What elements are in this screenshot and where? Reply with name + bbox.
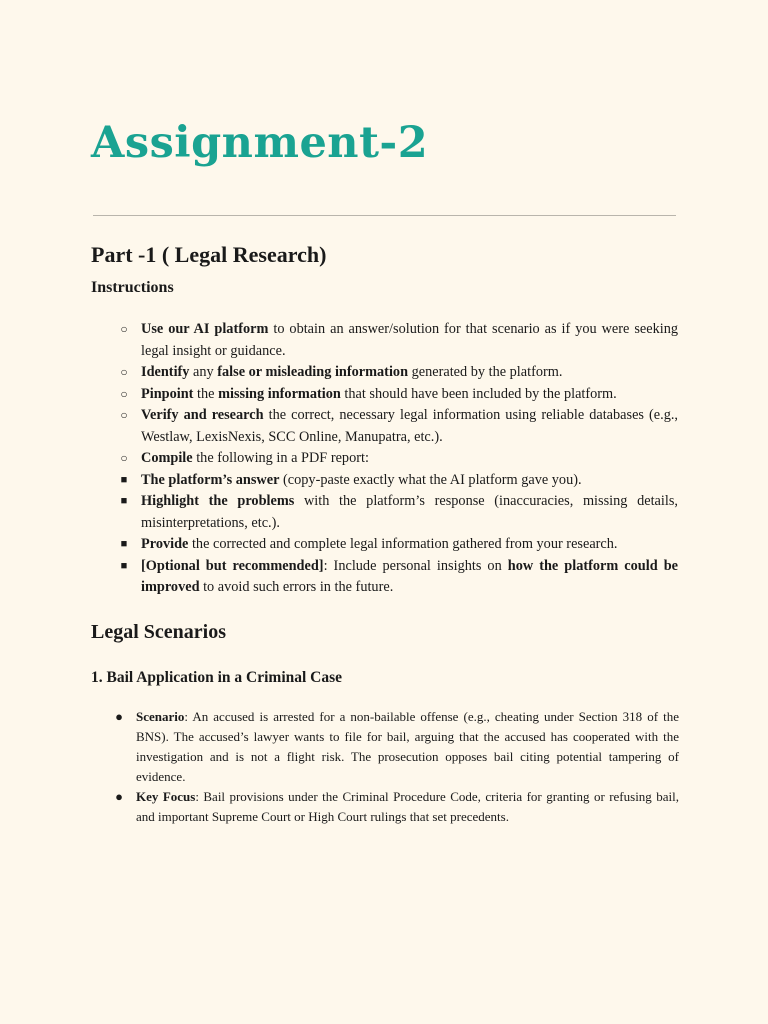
- dot-bullet-icon: ●: [115, 789, 123, 804]
- instruction-item: [120, 362, 678, 384]
- body-text: : An accused is arrested for a non-bailable offense (e.g., cheating under Section 318 of the BNS). The accused’s lawyer wants to file for bail, arguing that the accused has cooperated with the investigation and is not a flight risk. The prosecution opposes bail citing potential tampering of evidence.: [136, 709, 679, 784]
- case-details-list: [115, 707, 679, 827]
- instruction-item: [120, 534, 678, 556]
- square-bullet-icon: ■: [120, 473, 128, 486]
- part-heading: Part -1 ( Legal Research): [91, 242, 327, 267]
- bold-text: Provide: [141, 536, 189, 552]
- instruction-item: [120, 405, 678, 448]
- bold-text: Use our AI platform: [141, 321, 269, 337]
- bold-text: false or misleading information: [217, 364, 409, 380]
- body-text: the corrected and complete legal information gathered from your research.: [188, 536, 618, 552]
- body-text: that should have been included by the platform.: [340, 385, 617, 402]
- circle-bullet-icon: ○: [120, 365, 128, 379]
- bold-text: Key Focus: [136, 789, 196, 804]
- body-text: to avoid such errors in the future.: [199, 579, 394, 595]
- instructions-heading: Instructions: [91, 279, 174, 296]
- circle-bullet-icon: ○: [120, 408, 128, 422]
- body-text: : Bail provisions under the Criminal Procedure Code, criteria for granting or refusing bail, and important Supreme Court or High Court rulings that set precedents.: [136, 789, 679, 824]
- bold-text: missing information: [218, 385, 341, 402]
- bold-text: The platform’s answer: [141, 471, 280, 488]
- bold-text: Highlight the problems: [141, 493, 295, 509]
- instruction-item: [120, 319, 678, 362]
- dot-bullet-icon: ●: [115, 709, 123, 724]
- bold-text: Pinpoint: [141, 385, 194, 402]
- page-title: Assignment-2: [91, 118, 429, 168]
- instruction-item: [120, 384, 678, 406]
- bold-text: how the platform could be improved: [141, 557, 678, 595]
- circle-bullet-icon: ○: [120, 322, 128, 336]
- bold-text: Compile: [141, 450, 193, 466]
- body-text: any: [189, 364, 218, 380]
- bold-text: Scenario: [136, 709, 185, 724]
- horizontal-divider: [93, 215, 676, 216]
- circle-bullet-icon: ○: [120, 386, 128, 401]
- instruction-item: [120, 491, 678, 534]
- instruction-item: [120, 448, 678, 470]
- square-bullet-icon: ■: [120, 559, 128, 572]
- case-item: [115, 787, 679, 827]
- case-item: [115, 707, 679, 787]
- instruction-item: [120, 470, 678, 492]
- body-text: (copy-paste exactly what the AI platform gave you).: [279, 471, 582, 488]
- body-text: to obtain an answer/solution for that scenario as if you were seeking legal insight or guidance.: [141, 321, 678, 359]
- legal-scenarios-heading: Legal Scenarios: [91, 621, 226, 643]
- bold-text: Identify: [141, 364, 190, 380]
- body-text: the following in a PDF report:: [192, 450, 369, 466]
- body-text: the correct, necessary legal information using reliable databases (e.g., Westlaw, LexisNexis, SCC Online, Manupatra, etc.).: [141, 407, 678, 445]
- circle-bullet-icon: ○: [120, 451, 128, 465]
- body-text: with the platform’s response (inaccuracies, missing details, misinterpretations, etc.).: [141, 493, 678, 531]
- bold-text: Verify and research: [141, 407, 264, 423]
- square-bullet-icon: ■: [120, 538, 128, 550]
- instructions-list: [120, 319, 678, 599]
- body-text: generated by the platform.: [408, 364, 563, 380]
- square-bullet-icon: ■: [120, 495, 128, 507]
- instruction-item: [120, 556, 678, 599]
- body-text: : Include personal insights on: [323, 557, 508, 574]
- body-text: the: [193, 385, 219, 402]
- case-heading: 1. Bail Application in a Criminal Case: [91, 669, 343, 686]
- bold-text: [Optional but recommended]: [141, 557, 324, 574]
